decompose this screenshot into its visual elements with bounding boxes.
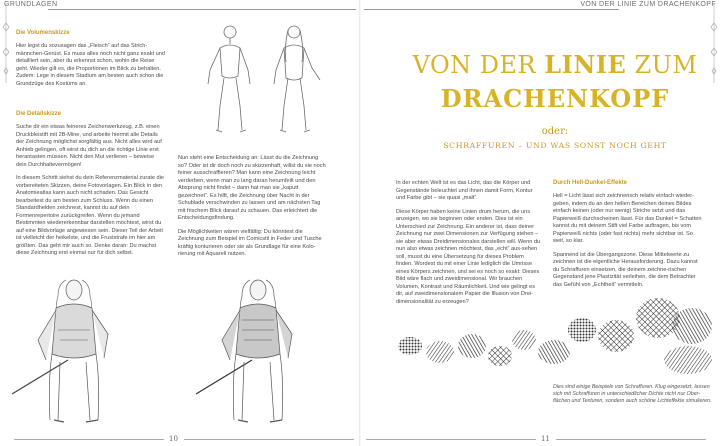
hatch-swatch (512, 330, 536, 350)
heading-volumenskizze: Die Volumenskizze (16, 30, 70, 36)
hatch-swatch (598, 320, 634, 352)
hatch-swatch (458, 334, 486, 358)
figure-volume-sketches (188, 18, 338, 138)
hatching-examples (396, 282, 716, 380)
running-head-left: GRUNDLAGEN (4, 1, 58, 8)
heading-detailskizze: Die Detailskizze (16, 111, 62, 117)
ornament-right-icon (709, 3, 719, 83)
figure-detail-warrior-1 (8, 270, 143, 430)
figure-detail-warrior-2 (192, 270, 327, 430)
chapter-title (405, 48, 705, 116)
chapter-title-line1 (405, 48, 705, 82)
chapter-subtitle: SCHRAFFUREN – UND WAS SONST NOCH GEHT (443, 141, 667, 150)
hatch-swatch (426, 341, 454, 363)
gutter-shadow (359, 0, 361, 446)
footer-rule (556, 439, 706, 440)
page-number-left: 10 (169, 435, 178, 443)
hatch-swatch (398, 337, 422, 355)
chapter-title-line2: DRACHENKOPF (440, 84, 670, 113)
paragraph: In diesem Schritt siehst du dein Referenzmaterial zurate die vorbereiteten Skizzen, deine Fotovorlagen. Ein Blick in den Anatomieatlas kann auch nicht schaden. Das Gesicht bearbeitest du am besten zum Schluss. Wenn du einen Standardhelden zeichnest, kannst du auf dein Formenrepertoire zurückgreifen. Wenn du jemand Bestimmten wiedererkennbar darstellen möchtest, wirst du auf eine Bildvorlage angewiesen sein. Dieser Teil der Arbeit ist vielleicht der heikelste, und die Fruststrafe im hier am größten. Das geht mir auch so. Denke daran: Du machst diese Zeichnung erst einmal nur für dich selbst. (16, 175, 164, 256)
hatch-swatch (672, 308, 712, 344)
paragraph: Diese Körper haben keine Linien drum herum, die uns anzeigen, wo sie beginnen oder enden. Dies ist ein Unterschied zur Zeichnung. Ein anderer ist, dass deiner Zeichnung nur zwei Dimensionen zur Verfügung stehen – sie aber etwas Dreidimensionales darstellen will. Wenn du nun also etwas zeichnen möchtest, das „echt“ aus-sehen soll, musst du eine Übersetzung für dieses Problem finden. Wordest du mit einer Linie lediglich die Umrisse eines Körpers zeichnen, und sei es noch so exakt: Dieses Bild wäre flach und zweidimensional. Wir brauchen Volumen, Kontrast und Räumlichkeit. Und wie gelingt es dir, auf zweidimensionalem Papier die Illusion von Drei-dimensionalität zu erzeugen? (396, 208, 541, 305)
title-oder: oder: (541, 126, 569, 137)
title-pre: VON DER (412, 51, 545, 79)
hatch-swatch (664, 346, 712, 374)
hatching-caption: Dies sind einige Beispiele von Schraffuren. Klug eingesetzt, lassen sich mit Schraffuren in unterschiedlicher Dichte nicht nur Ober-flächen und Texturen, sondern auch schöne Lichteffekte simulieren. (553, 384, 712, 404)
footer-rule (14, 439, 164, 440)
paragraph: Hier legst du sozusagen das „Fleisch“ auf das Strich-männchen-Gerüst. Es muss alles noch nicht ganz exakt und detailliert sein, aber du erkennst schon, wohin die Reise geht. Wieder gilt es, die Proportionen im Blick zu behalten. Zudem: Lege in diesem Stadium am besten auch schon die Grundzüge des Kostüms an. (16, 43, 165, 87)
page-number-right: 11 (541, 435, 550, 443)
heading-hell-dunkel: Durch Hell-Dunkel-Effekte (553, 180, 628, 186)
header-rule-right (364, 9, 619, 10)
title-bold: LINIE (544, 50, 627, 79)
paragraph: Nun steht eine Entscheidung an: Lässt du die Zeichnung so? Oder ist dir doch noch zu skizzenhaft, willst du sie noch feiner ausschraffieren? Man kann eine Zeichnung leicht verderben, wenn man zu lang daran herumfeilt und den Absprung nicht findet – dann hat man sie „kaputt gezeichnet“. Es hilft, die Zeichnung über Nacht in der Schublade verschwinden zu lassen und am nächsten Tag mit frischem Blick darauf zu schauen. Das erleichtert die Entscheidungsfindung. (178, 155, 326, 221)
running-head-right: VON DER LINIE ZUM DRACHENKOPF (580, 1, 716, 8)
hatch-swatch (568, 318, 596, 342)
paragraph: Suche dir ein etwas feineres Zeichenwerkzeug, z.B. einen Druckbleistift mit 2B-Mine, und arbeite hiermit alle Details der Zeichnung möglichst sorgfältig aus. Nicht alles wird auf Anhieb gelingen, oft wirst du dich an die richtige Linie erst herantasten müssen. Nicht den Mut verlieren – beweise dein Durchhaltevermögen! (16, 124, 162, 168)
title-post: ZUM (626, 51, 698, 79)
paragraph: Spannend ist die Übergangszone. Diese Mittelwerte zu zeichnen ist die eigentliche Herausforderung. Dazu kannst du Schraffuren einsetzen, die deinem zeichne-rischen Gegenstand jene Plastizität verleihen, die dem Betrachter das Gefühl von „Echtheit“ vermitteln. (553, 251, 698, 288)
paragraph: In der echten Welt ist es das Licht, das die Körper und Gegenstände beleuchtet und ihnen damit Form, Kontur und Farbe gibt – sie quasi „malt“. (396, 180, 533, 201)
text-detailskizze (16, 124, 166, 264)
ornament-left-icon (1, 3, 11, 83)
paragraph: Die Möglichkeiten wären vielfältig: Du könntest die Zeichnung zum Beispiel im Comicstil in Feder und Tusche kräftig konturieren oder sie als Grundlage für eine Kolo-rierung mit Aquarell nutzen. (178, 228, 322, 257)
text-right-col2 (553, 193, 703, 295)
hatch-swatch (538, 340, 570, 364)
header-rule-left (48, 9, 356, 10)
text-volumenskizze (16, 43, 166, 94)
paragraph: Hell = Licht lässt sich zeichnerisch relativ einfach wieder-geben, indem du an den hellen Bereichen deines Bildes einfach keinen (oder nur wenig) Striche setzt und das Papierweiß durchscheinen lässt. Für das Dunkel = Schatten kannst du mit deinem Stift viel Farbe auftragen, bis vom Papierweiß nichts (oder fast nichts) mehr sichtbar ist. So weit, so klar. (553, 193, 702, 244)
footer-rule (184, 439, 354, 440)
footer-rule (366, 439, 536, 440)
text-mid-column (178, 155, 328, 265)
hatch-swatch (488, 346, 512, 366)
